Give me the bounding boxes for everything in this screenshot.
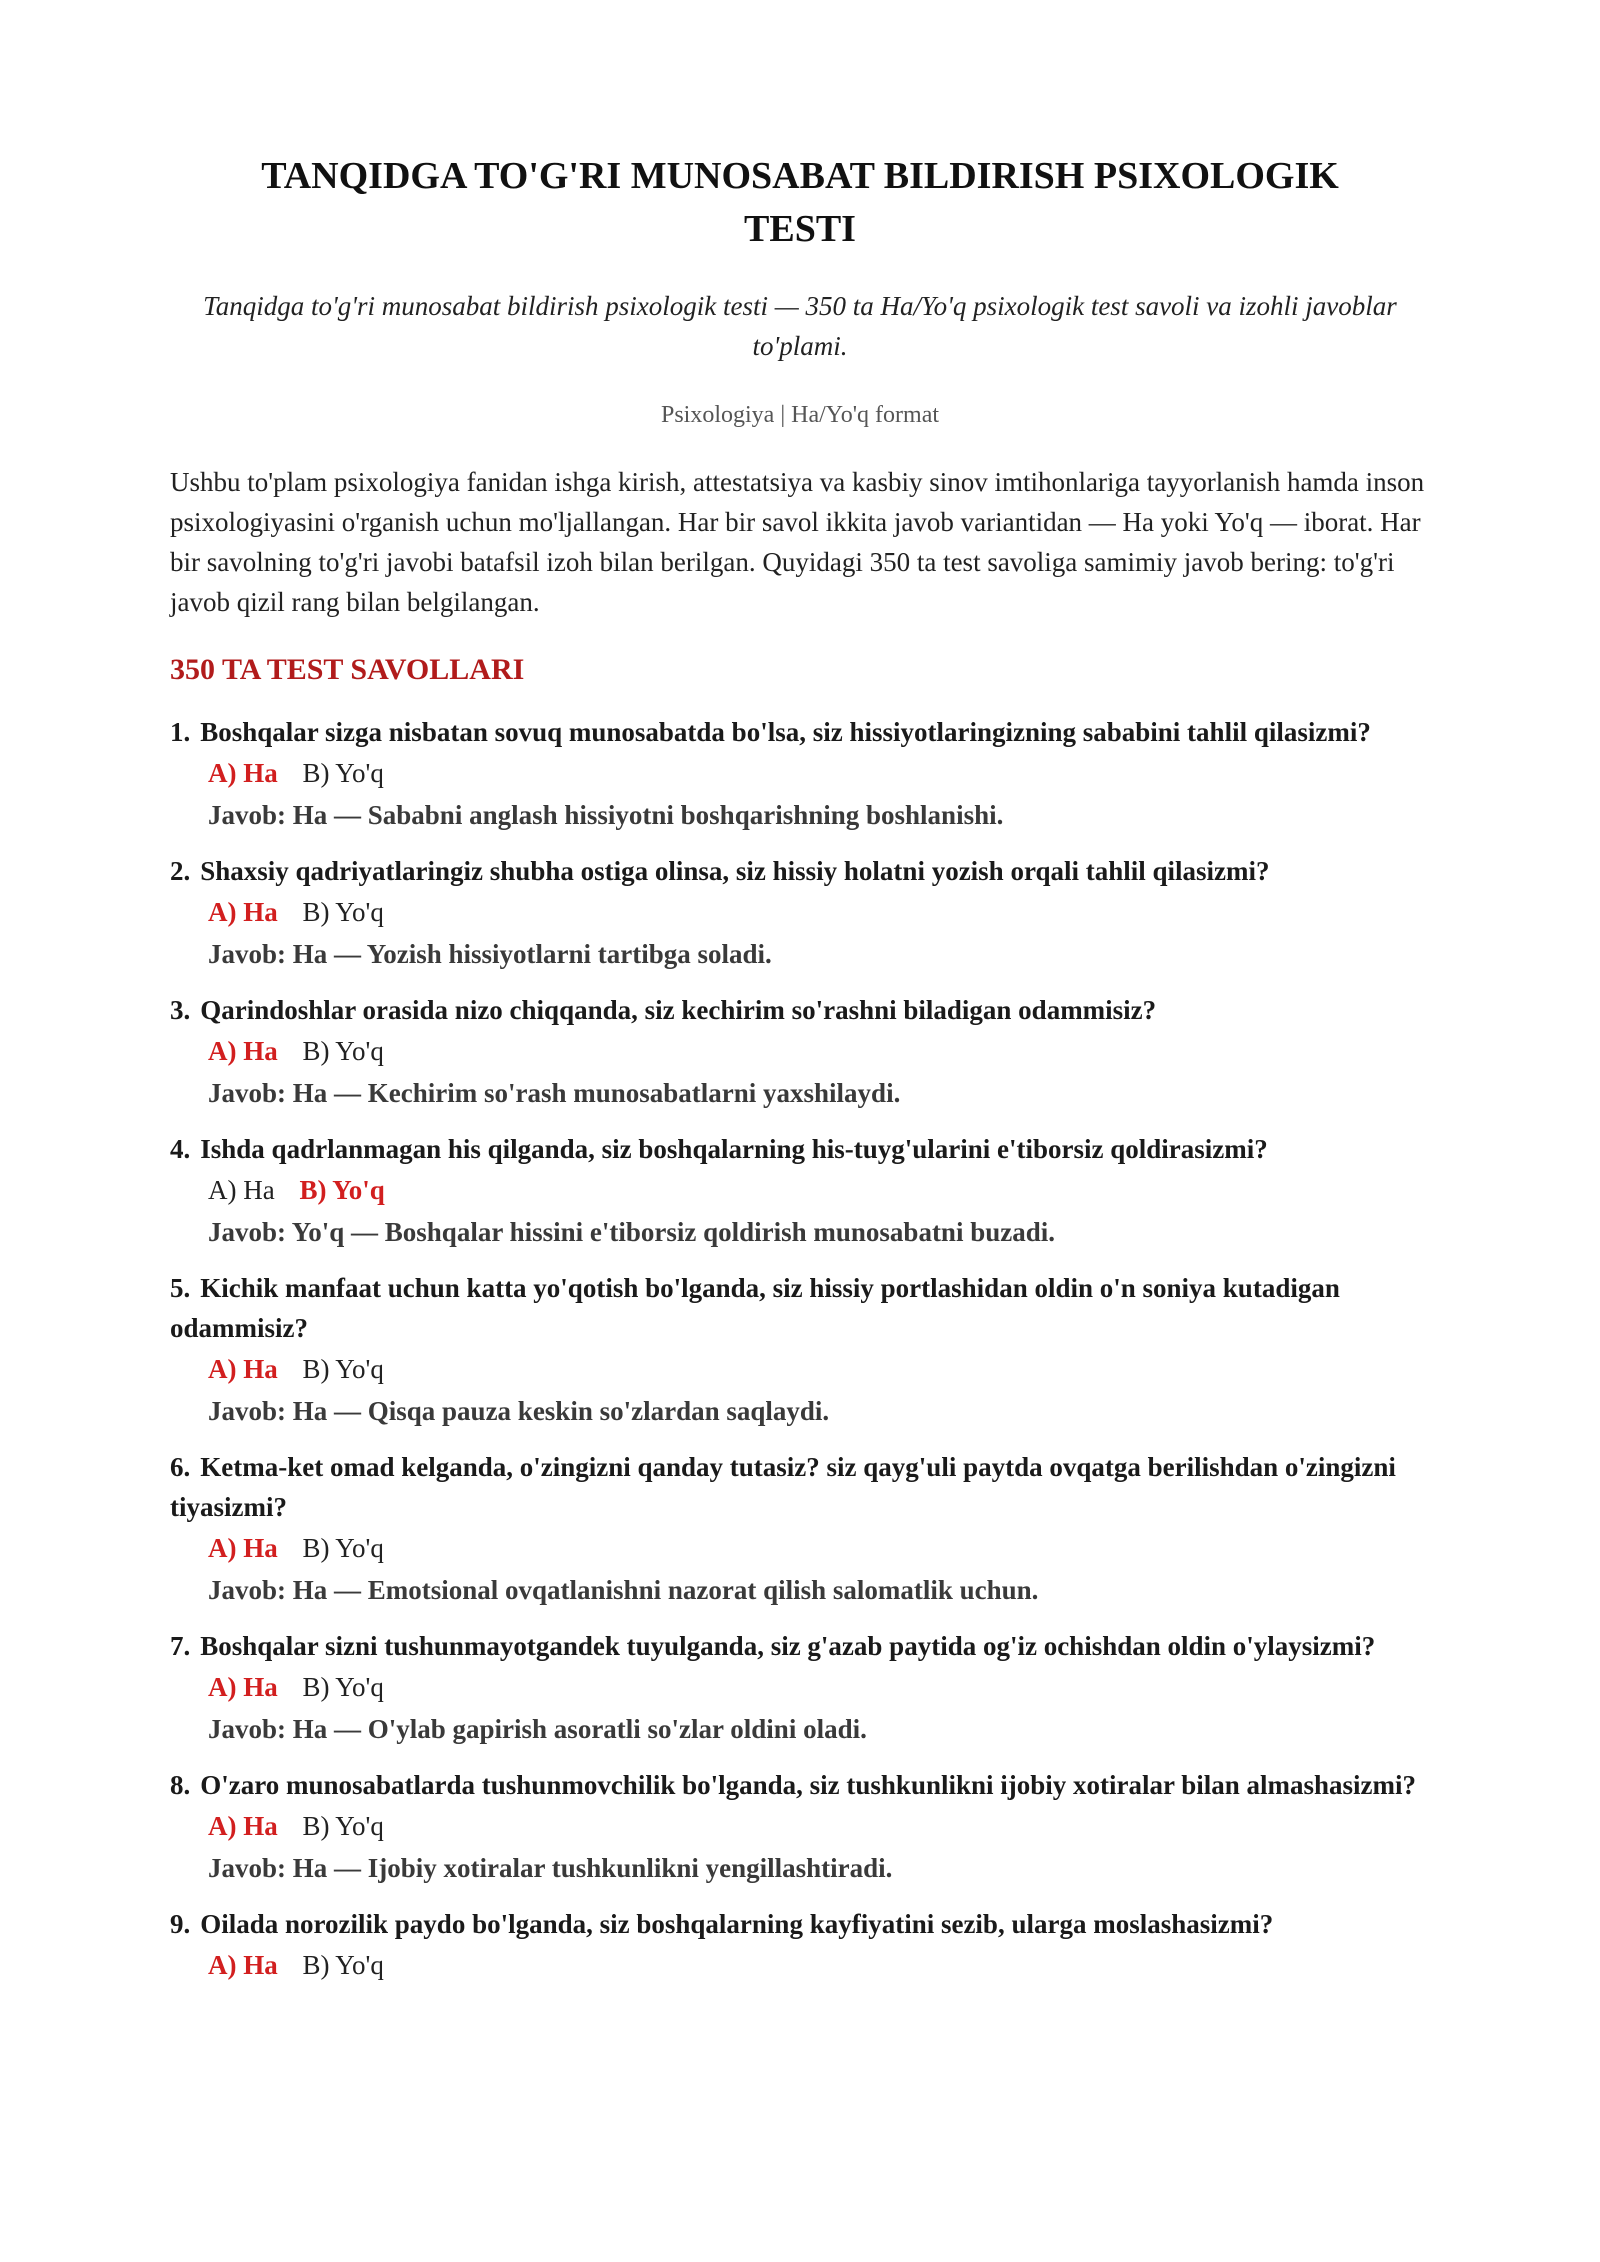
answer-options xyxy=(170,1666,1430,1708)
question-number: 3. xyxy=(170,995,191,1025)
option-a: A) Ha xyxy=(208,1672,278,1702)
option-a: A) Ha xyxy=(208,897,278,927)
answer-explanation: Javob: Ha — O'ylab gapirish asoratli so'zlar oldini oladi. xyxy=(208,1714,867,1744)
question-text xyxy=(170,1447,1430,1527)
question-body: O'zaro munosabatlarda tushunmovchilik bo'lganda, siz tushkunlikni ijobiy xotiralar bilan almashasizmi? xyxy=(200,1770,1417,1800)
question-text xyxy=(170,1904,1430,1944)
question-body: Ishda qadrlanmagan his qilganda, siz boshqalarning his-tuyg'ularini e'tiborsiz qoldirasizmi? xyxy=(200,1134,1268,1164)
question-body: Shaxsiy qadriyatlaringiz shubha ostiga olinsa, siz hissiy holatni yozish orqali tahlil qilasizmi? xyxy=(200,856,1270,886)
option-b: B) Yo'q xyxy=(302,1672,384,1702)
question-number: 9. xyxy=(170,1909,191,1939)
question-number: 5. xyxy=(170,1273,191,1303)
question-text xyxy=(170,1129,1430,1169)
answer-options xyxy=(170,891,1430,933)
question-item xyxy=(170,851,1430,975)
answer-explanation: Javob: Ha — Sababni anglash hissiyotni boshqarishning boshlanishi. xyxy=(208,800,1004,830)
answer-options xyxy=(170,1527,1430,1569)
question-body: Kichik manfaat uchun katta yo'qotish bo'lganda, siz hissiy portlashidan oldin o'n soniya kutadigan odammisiz? xyxy=(170,1273,1340,1343)
question-item xyxy=(170,1447,1430,1611)
option-b: B) Yo'q xyxy=(302,1533,384,1563)
question-number: 4. xyxy=(170,1134,191,1164)
question-text xyxy=(170,712,1430,752)
question-item xyxy=(170,712,1430,836)
question-body: Boshqalar sizni tushunmayotgandek tuyulganda, siz g'azab paytida og'iz ochishdan oldin o'ylaysizmi? xyxy=(200,1631,1376,1661)
option-a: A) Ha xyxy=(208,1175,275,1205)
answer-explanation: Javob: Ha — Ijobiy xotiralar tushkunlikni yengillashtiradi. xyxy=(208,1853,893,1883)
question-text xyxy=(170,1765,1430,1805)
option-a: A) Ha xyxy=(208,1036,278,1066)
question-body: Boshqalar sizga nisbatan sovuq munosabatda bo'lsa, siz hissiyotlaringizning sababini tahlil qilasizmi? xyxy=(200,717,1371,747)
option-a: A) Ha xyxy=(208,1950,278,1980)
option-b: B) Yo'q xyxy=(302,758,384,788)
option-b: B) Yo'q xyxy=(302,1354,384,1384)
question-number: 1. xyxy=(170,717,191,747)
option-a: A) Ha xyxy=(208,758,278,788)
answer-explanation: Javob: Ha — Yozish hissiyotlarni tartibga soladi. xyxy=(208,939,772,969)
answer-options xyxy=(170,1030,1430,1072)
question-text xyxy=(170,1268,1430,1348)
document-page xyxy=(170,150,1430,2001)
question-text xyxy=(170,1626,1430,1666)
option-a: A) Ha xyxy=(208,1533,278,1563)
page-subtitle: Tanqidga to'g'ri munosabat bildirish psixologik testi — 350 ta Ha/Yo'q psixologik test savoli va izohli javoblar to'plami. xyxy=(203,291,1397,361)
question-item xyxy=(170,990,1430,1114)
answer-explanation: Javob: Ha — Kechirim so'rash munosabatlarni yaxshilaydi. xyxy=(208,1078,901,1108)
question-body: Oilada norozilik paydo bo'lganda, siz boshqalarning kayfiyatini sezib, ularga moslashasizmi? xyxy=(200,1909,1274,1939)
category-meta: Psixologiya | Ha/Yo'q format xyxy=(660,402,940,428)
question-item xyxy=(170,1268,1430,1432)
intro-paragraph: Ushbu to'plam psixologiya fanidan ishga kirish, attestatsiya va kasbiy sinov imtihonlariga tayyorlanish hamda inson psixologiyasini o'rganish uchun mo'ljallangan. Har bir savol ikkita javob variantidan — Ha yoki Yo'q — iborat. Har bir savolning to'g'ri javobi batafsil izoh bilan berilgan. Quyidagi 350 ta test savoliga samimiy javob bering: to'g'ri javob qizil rang bilan belgilangan. xyxy=(170,467,1425,617)
question-number: 2. xyxy=(170,856,191,886)
answer-options xyxy=(170,1348,1430,1390)
question-item xyxy=(170,1129,1430,1253)
question-body: Ketma-ket omad kelganda, o'zingizni qanday tutasiz? siz qayg'uli paytda ovqatga berilishdan o'zingizni tiyasizmi? xyxy=(170,1452,1396,1522)
question-text xyxy=(170,990,1430,1030)
answer-options xyxy=(170,1805,1430,1847)
question-number: 6. xyxy=(170,1452,191,1482)
answer-options xyxy=(170,1169,1430,1211)
section-heading: 350 TA TEST SAVOLLARI xyxy=(170,653,525,686)
question-body: Qarindoshlar orasida nizo chiqqanda, siz kechirim so'rashni biladigan odammisiz? xyxy=(200,995,1157,1025)
option-b: B) Yo'q xyxy=(302,1036,384,1066)
question-number: 8. xyxy=(170,1770,191,1800)
option-b: B) Yo'q xyxy=(302,1811,384,1841)
option-b: B) Yo'q xyxy=(302,1950,384,1980)
answer-options xyxy=(170,1944,1430,1986)
option-b: B) Yo'q xyxy=(299,1175,385,1205)
question-item xyxy=(170,1904,1430,1986)
answer-explanation: Javob: Ha — Emotsional ovqatlanishni nazorat qilish salomatlik uchun. xyxy=(208,1575,1039,1605)
page-title: TANQIDGA TO'G'RI MUNOSABAT BILDIRISH PSIXOLOGIK TESTI xyxy=(261,155,1339,250)
question-list xyxy=(170,712,1430,1986)
option-a: A) Ha xyxy=(208,1811,278,1841)
answer-explanation: Javob: Ha — Qisqa pauza keskin so'zlardan saqlaydi. xyxy=(208,1396,830,1426)
answer-options xyxy=(170,752,1430,794)
answer-explanation: Javob: Yo'q — Boshqalar hissini e'tiborsiz qoldirish munosabatni buzadi. xyxy=(208,1217,1055,1247)
question-number: 7. xyxy=(170,1631,191,1661)
question-text xyxy=(170,851,1430,891)
option-b: B) Yo'q xyxy=(302,897,384,927)
question-item xyxy=(170,1765,1430,1889)
option-a: A) Ha xyxy=(208,1354,278,1384)
question-item xyxy=(170,1626,1430,1750)
